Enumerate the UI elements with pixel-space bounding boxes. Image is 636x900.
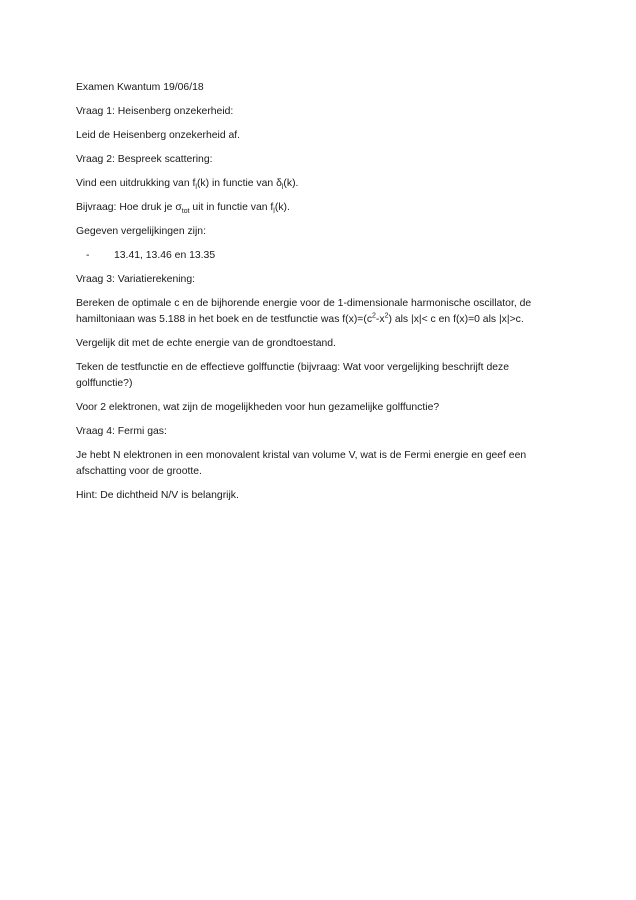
text-run: uit in functie van f <box>189 202 274 213</box>
subscript: l <box>195 184 197 192</box>
subscript: l <box>281 184 284 192</box>
text-run: Vind een uitdrukking van f <box>76 178 196 189</box>
text-run: -x <box>375 314 385 325</box>
text-run: Bereken de optimale c en de bijhorende energie voor de 1-dimensionale harmonische oscillator, de hamiltoniaan was 5.188 in het boek en de testfunctie was f(x)=(c <box>76 298 532 325</box>
list-bullet: - <box>86 250 90 261</box>
text-run: (k) in functie van δ <box>196 178 282 189</box>
question-3-heading: Vraag 3: Variatierekening: <box>76 274 195 285</box>
list-item <box>76 248 566 264</box>
question-4-text: Je hebt N elektronen in een monovalent kristal van volume V, wat is de Fermi energie en geef een afschatting voor de grootte. <box>76 450 527 477</box>
question-4-hint: Hint: De dichtheid N/V is belangrijk. <box>76 490 239 501</box>
superscript: 2 <box>372 312 376 320</box>
superscript: 2 <box>384 312 389 320</box>
text-run: (k). <box>283 178 299 189</box>
text-run: (k). <box>274 202 290 213</box>
text-run: ) als |x|< c en f(x)=0 als |x|>c. <box>388 314 524 325</box>
question-2-text-2 <box>76 200 566 216</box>
question-1-heading: Vraag 1: Heisenberg onzekerheid: <box>76 106 234 117</box>
question-2-text-1 <box>76 176 566 192</box>
document-title: Examen Kwantum 19/06/18 <box>76 82 204 93</box>
document-body <box>76 80 566 512</box>
question-4-heading: Vraag 4: Fermi gas: <box>76 426 167 437</box>
subscript: tot <box>181 208 190 216</box>
list-item-text: 13.41, 13.46 en 13.35 <box>114 250 216 261</box>
question-1-text: Leid de Heisenberg onzekerheid af. <box>76 130 241 141</box>
question-3-text-3: Teken de testfunctie en de effectieve golffunctie (bijvraag: Wat voor vergelijking beschrijft deze golffunctie?) <box>76 362 509 389</box>
question-3-text-2: Vergelijk dit met de echte energie van de grondtoestand. <box>76 338 336 349</box>
question-3-text-1 <box>76 296 566 328</box>
equation-list <box>76 248 566 264</box>
question-2-heading: Vraag 2: Bespreek scattering: <box>76 154 213 165</box>
question-2-given: Gegeven vergelijkingen zijn: <box>76 226 206 237</box>
subscript: l <box>273 208 275 216</box>
question-3-text-4: Voor 2 elektronen, wat zijn de mogelijkheden voor hun gezamelijke golffunctie? <box>76 402 440 413</box>
text-run: Bijvraag: Hoe druk je σ <box>76 202 182 213</box>
